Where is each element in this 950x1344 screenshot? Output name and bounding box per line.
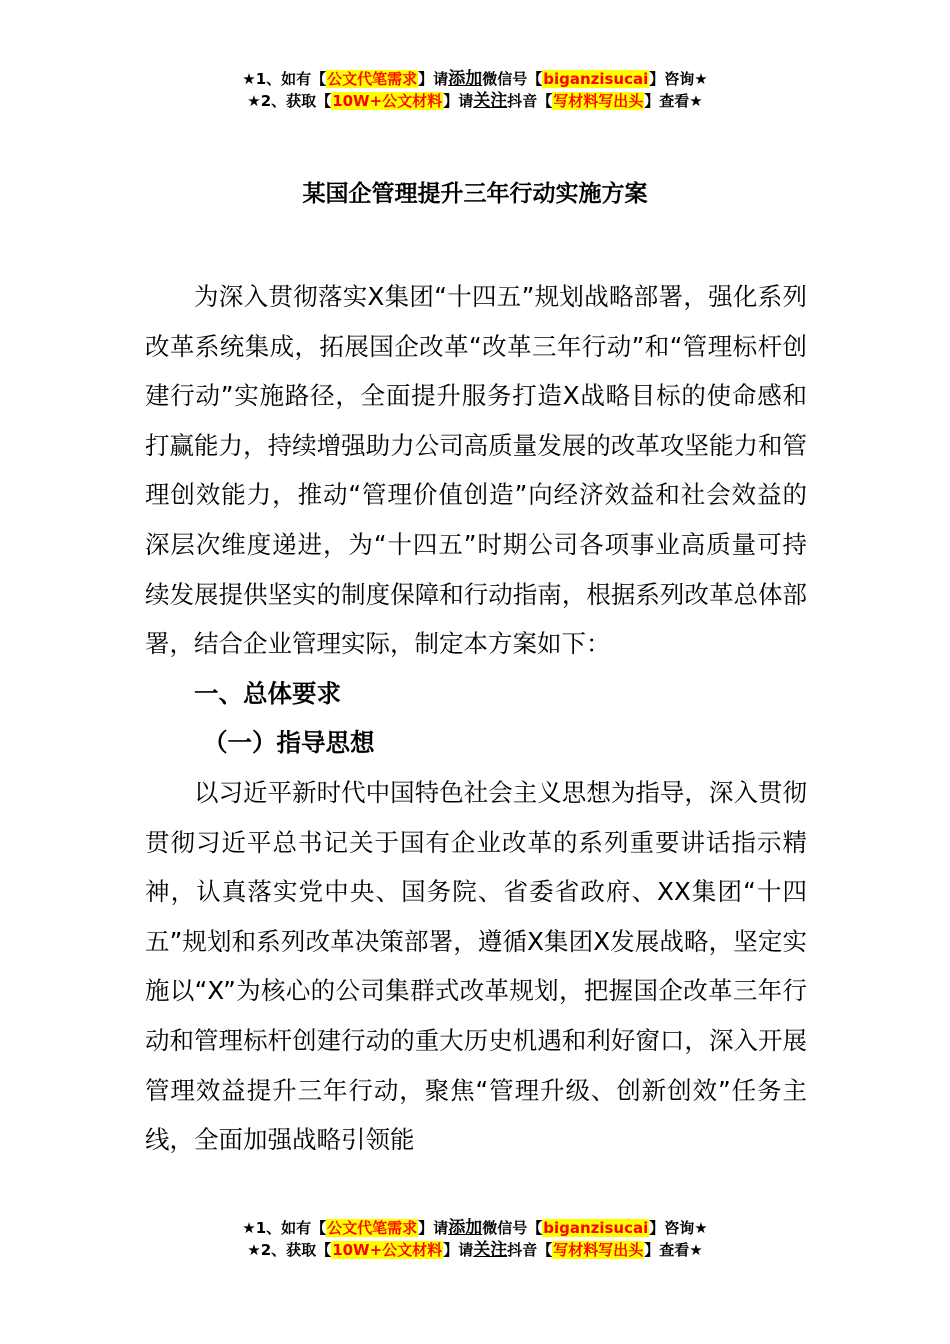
banner-line-1-mid2: 微信号【: [482, 70, 543, 88]
header-banner: [0, 68, 950, 112]
footer-banner-line-2: [0, 1239, 950, 1261]
footer-line-2-suffix: 】查看★: [644, 1241, 703, 1259]
footer-highlight-douyin-account: 写材料写出头: [553, 1241, 644, 1259]
banner-highlight-materials: 10W+公文材料: [332, 92, 443, 110]
footer-highlight-wechat-id: biganzisucai: [543, 1219, 649, 1237]
footer-banner-line-1: [0, 1217, 950, 1239]
footer-line-1-suffix: 】咨询★: [649, 1219, 708, 1237]
banner-highlight-writing-service: 公文代笔需求: [327, 70, 418, 88]
footer-highlight-writing-service: 公文代笔需求: [327, 1219, 418, 1237]
guiding-ideology-paragraph: 以习近平新时代中国特色社会主义思想为指导，深入贯彻贯彻习近平总书记关于国有企业改革的系列重要讲话指示精神，认真落实党中央、国务院、省委省政府、XX集团“十四五”规划和系列改革决策部署，遵循X集团X发展战略，坚定实施以“X”为核心的公司集群式改革规划，把握国企改革三年行动和管理标杆创建行动的重大历史机遇和利好窗口，深入开展管理效益提升三年行动，聚焦“管理升级、创新创效”任务主线，全面加强战略引领能: [145, 777, 807, 1155]
footer-line-2-mid1: 】请: [443, 1241, 474, 1259]
banner-emphasis-add: 添加: [448, 69, 483, 89]
banner-line-2-prefix: ★2、获取【: [247, 92, 332, 110]
banner-line-2-mid1: 】请: [443, 92, 474, 110]
banner-line-2: [0, 90, 950, 112]
banner-emphasis-follow: 关注: [473, 91, 508, 111]
banner-highlight-wechat-id: biganzisucai: [543, 70, 649, 88]
document-body: [145, 272, 807, 1165]
footer-line-1-mid1: 】请: [418, 1219, 449, 1237]
banner-line-1-prefix: ★1、如有【: [242, 70, 327, 88]
banner-line-2-mid2: 抖音【: [507, 92, 553, 110]
footer-banner: [0, 1217, 950, 1261]
footer-highlight-materials: 10W+公文材料: [332, 1241, 443, 1259]
intro-paragraph: 为深入贯彻落实X集团“十四五”规划战略部署，强化系列改革系统集成，拓展国企改革“改革三年行动”和“管理标杆创建行动”实施路径，全面提升服务打造X战略目标的使命感和打赢能力，持续增强助力公司高质量发展的改革攻坚能力和管理创效能力，推动“管理价值创造”向经济效益和社会效益的深层次维度递进，为“十四五”时期公司各项事业高质量可持续发展提供坚实的制度保障和行动指南，根据系列改革总体部署，结合企业管理实际，制定本方案如下：: [145, 282, 807, 659]
banner-line-2-suffix: 】查看★: [644, 92, 703, 110]
footer-line-2-mid2: 抖音【: [507, 1241, 553, 1259]
banner-line-1-mid1: 】请: [418, 70, 449, 88]
document-title: 某国企管理提升三年行动实施方案: [302, 181, 648, 207]
footer-emphasis-follow: 关注: [473, 1240, 508, 1260]
footer-line-1-prefix: ★1、如有【: [242, 1219, 327, 1237]
banner-highlight-douyin-account: 写材料写出头: [553, 92, 644, 110]
footer-line-2-prefix: ★2、获取【: [247, 1241, 332, 1259]
footer-emphasis-add: 添加: [448, 1218, 483, 1238]
banner-line-1-suffix: 】咨询★: [649, 70, 708, 88]
subsection-heading-guiding-ideology: （一）指导思想: [203, 728, 375, 758]
footer-line-1-mid2: 微信号【: [482, 1219, 543, 1237]
section-heading-general-requirements: 一、总体要求: [194, 678, 341, 708]
banner-line-1: [0, 68, 950, 90]
